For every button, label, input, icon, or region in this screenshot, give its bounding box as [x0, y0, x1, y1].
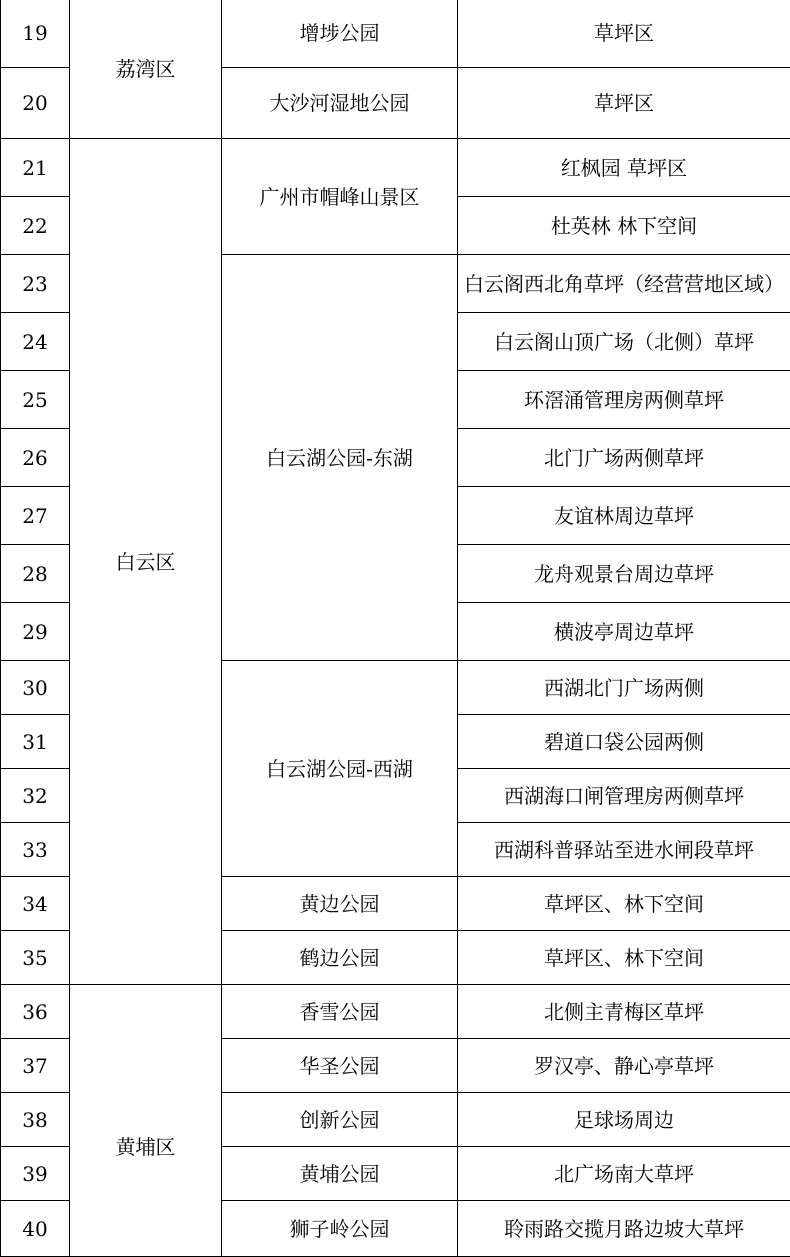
- park-cell: 华圣公园: [222, 1039, 458, 1093]
- row-number: 35: [1, 931, 70, 985]
- area-cell: 杜英林 林下空间: [458, 197, 790, 255]
- park-cell: 大沙河湿地公园: [222, 68, 458, 139]
- row-number: 20: [1, 68, 70, 139]
- row-number: 31: [1, 715, 70, 769]
- row-number: 34: [1, 877, 70, 931]
- row-number: 32: [1, 769, 70, 823]
- table-row: [1, 139, 790, 197]
- area-cell: 白云阁西北角草坪（经营营地区域）: [458, 255, 790, 313]
- row-number: 23: [1, 255, 70, 313]
- district-cell: 荔湾区: [70, 0, 222, 139]
- area-cell: 友谊林周边草坪: [458, 487, 790, 545]
- row-number: 24: [1, 313, 70, 371]
- row-number: 25: [1, 371, 70, 429]
- row-number: 39: [1, 1147, 70, 1201]
- area-cell: 草坪区、林下空间: [458, 931, 790, 985]
- area-cell: 北广场南大草坪: [458, 1147, 790, 1201]
- area-cell: 白云阁山顶广场（北侧）草坪: [458, 313, 790, 371]
- row-number: 30: [1, 661, 70, 715]
- park-cell: 广州市帽峰山景区: [222, 139, 458, 255]
- row-number: 38: [1, 1093, 70, 1147]
- row-number: 26: [1, 429, 70, 487]
- area-cell: 罗汉亭、静心亭草坪: [458, 1039, 790, 1093]
- row-number: 22: [1, 197, 70, 255]
- row-number: 36: [1, 985, 70, 1039]
- area-cell: 草坪区: [458, 68, 790, 139]
- area-cell: 环滘涌管理房两侧草坪: [458, 371, 790, 429]
- park-cell: 白云湖公园-西湖: [222, 661, 458, 877]
- area-cell: 草坪区、林下空间: [458, 877, 790, 931]
- row-number: 27: [1, 487, 70, 545]
- area-cell: 横波亭周边草坪: [458, 603, 790, 661]
- area-cell: 北门广场两侧草坪: [458, 429, 790, 487]
- park-cell: 白云湖公园-东湖: [222, 255, 458, 661]
- table-row: [1, 0, 790, 68]
- area-cell: 西湖海口闸管理房两侧草坪: [458, 769, 790, 823]
- district-cell: 白云区: [70, 139, 222, 985]
- park-cell: 鹤边公园: [222, 931, 458, 985]
- area-cell: 碧道口袋公园两侧: [458, 715, 790, 769]
- area-cell: 红枫园 草坪区: [458, 139, 790, 197]
- row-number: 21: [1, 139, 70, 197]
- park-cell: 创新公园: [222, 1093, 458, 1147]
- row-number: 37: [1, 1039, 70, 1093]
- area-cell: 北侧主青梅区草坪: [458, 985, 790, 1039]
- district-cell: 黄埔区: [70, 985, 222, 1257]
- park-cell: 黄边公园: [222, 877, 458, 931]
- area-cell: 草坪区: [458, 0, 790, 68]
- area-cell: 足球场周边: [458, 1093, 790, 1147]
- table-row: [1, 985, 790, 1039]
- park-cell: 黄埔公园: [222, 1147, 458, 1201]
- area-cell: 西湖科普驿站至进水闸段草坪: [458, 823, 790, 877]
- park-cell: 增埗公园: [222, 0, 458, 68]
- row-number: 19: [1, 0, 70, 68]
- area-cell: 西湖北门广场两侧: [458, 661, 790, 715]
- row-number: 28: [1, 545, 70, 603]
- park-cell: 狮子岭公园: [222, 1201, 458, 1257]
- area-cell: 龙舟观景台周边草坪: [458, 545, 790, 603]
- area-cell: 聆雨路交揽月路边坡大草坪: [458, 1201, 790, 1257]
- row-number: 33: [1, 823, 70, 877]
- row-number: 40: [1, 1201, 70, 1257]
- row-number: 29: [1, 603, 70, 661]
- park-cell: 香雪公园: [222, 985, 458, 1039]
